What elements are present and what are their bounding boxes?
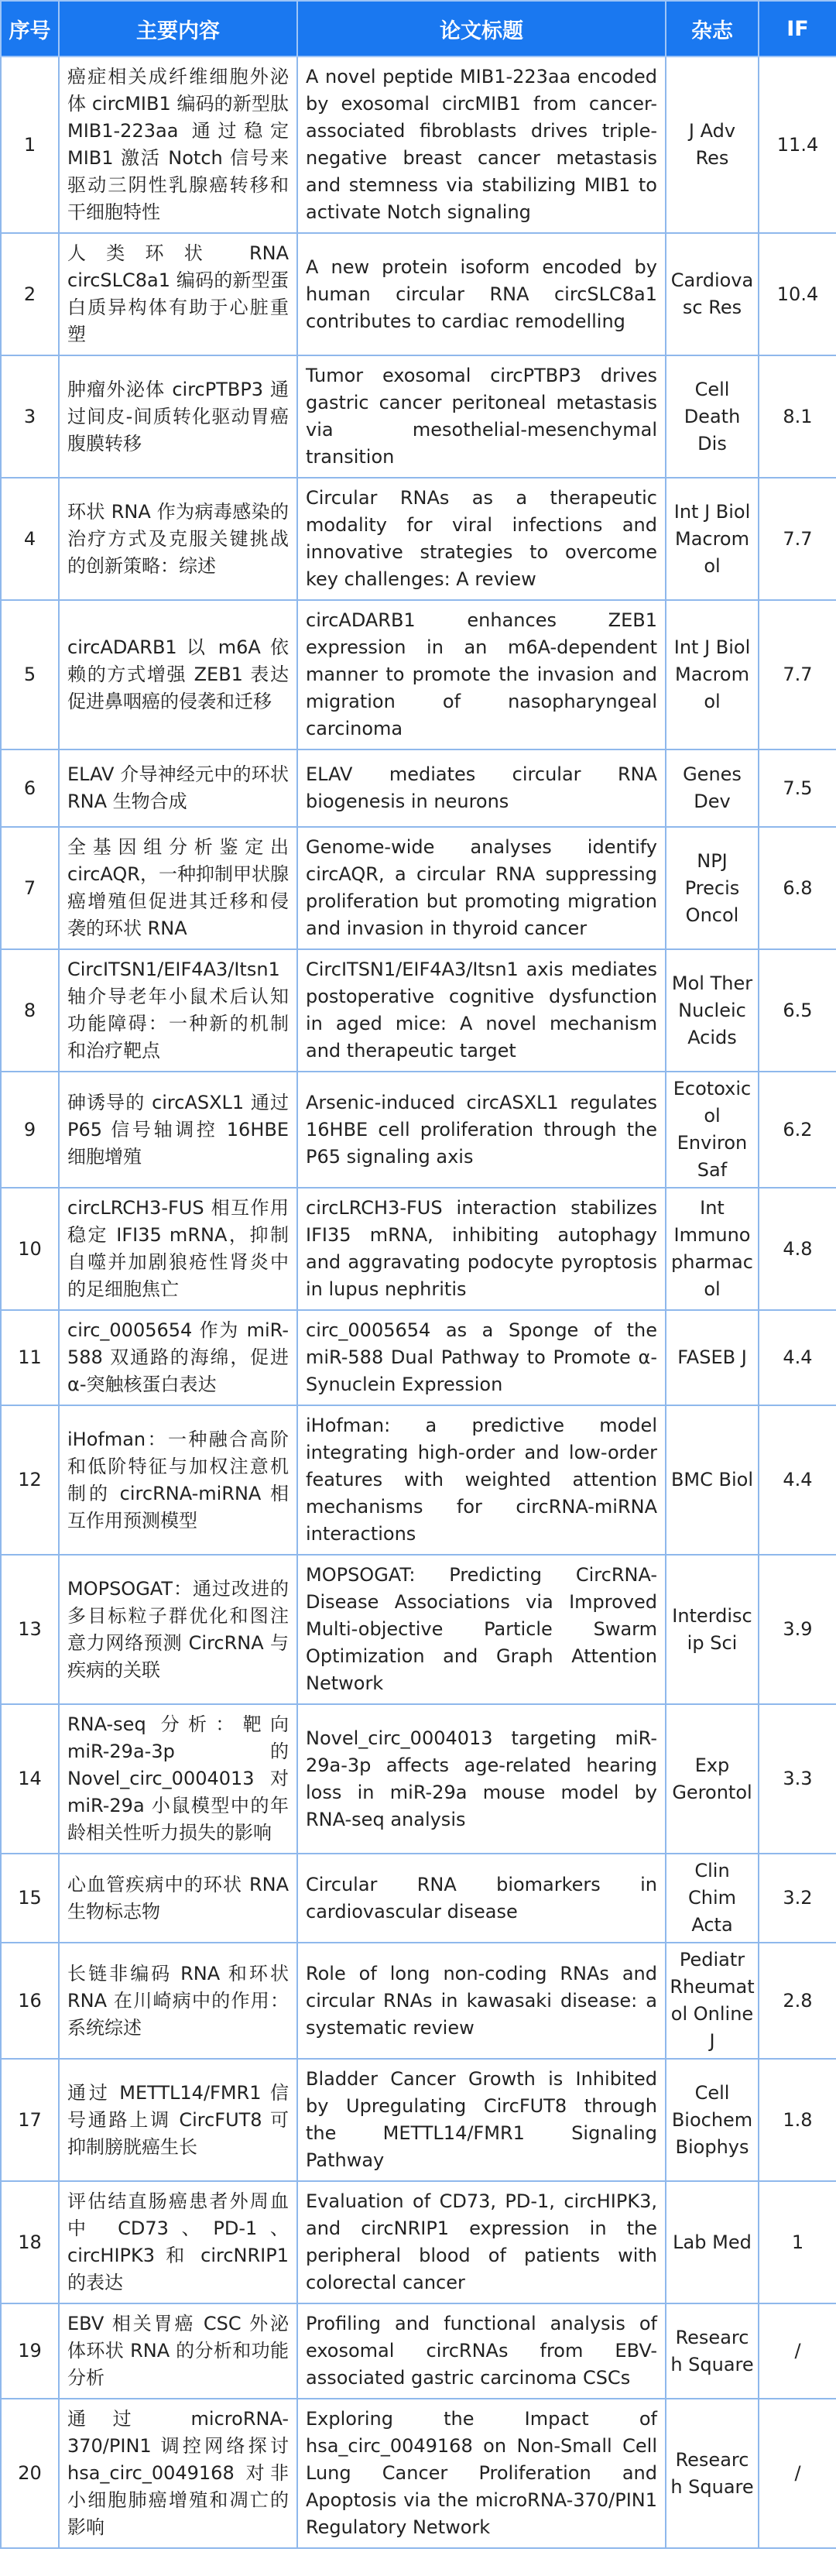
- row-content: 评估结直肠癌患者外周血中 CD73、PD-1、circHIPK3 和 circNRIP1 的表达: [59, 2181, 297, 2303]
- row-journal: NPJ Precis Oncol: [666, 827, 759, 949]
- row-title: Role of long non-coding RNAs and circular RNAs in kawasaki disease: a systematic review: [297, 1943, 666, 2059]
- row-content: 肿瘤外泌体 circPTBP3 通过间皮-间质转化驱动胃癌腹膜转移: [59, 355, 297, 478]
- row-content: 通过 microRNA-370/PIN1 调控网络探讨 hsa_circ_0049168 对非小细胞肺癌增殖和凋亡的影响: [59, 2399, 297, 2548]
- row-index: 7: [1, 827, 59, 949]
- row-title: Circular RNA biomarkers in cardiovascular disease: [297, 1854, 666, 1943]
- row-index: 6: [1, 749, 59, 827]
- row-content: ELAV 介导神经元中的环状 RNA 生物合成: [59, 749, 297, 827]
- row-journal: Genes Dev: [666, 749, 759, 827]
- row-index: 8: [1, 949, 59, 1072]
- table-row: [1, 749, 836, 827]
- row-impact-factor: 6.2: [759, 1072, 836, 1188]
- row-content: 环状 RNA 作为病毒感染的治疗方式及克服关键挑战的创新策略：综述: [59, 478, 297, 600]
- row-impact-factor: 8.1: [759, 355, 836, 478]
- header-journal: 杂志: [666, 1, 759, 57]
- row-title: Novel_circ_0004013 targeting miR-29a-3p affects age-related hearing loss in miR-29a mouse model by RNA-seq analysis: [297, 1704, 666, 1854]
- row-content: MOPSOGAT：通过改进的多目标粒子群优化和图注意力网络预测 CircRNA 与疾病的关联: [59, 1555, 297, 1704]
- row-title: Tumor exosomal circPTBP3 drives gastric cancer peritoneal metastasis via mesothelial-mesenchymal transition: [297, 355, 666, 478]
- row-content: 砷诱导的 circASXL1 通过 P65 信号轴调控 16HBE 细胞增殖: [59, 1072, 297, 1188]
- row-title: Arsenic-induced circASXL1 regulates 16HBE cell proliferation through the P65 signaling axis: [297, 1072, 666, 1188]
- row-journal: BMC Biol: [666, 1405, 759, 1555]
- row-title: iHofman: a predictive model integrating high-order and low-order features with weighted attention mechanisms for circRNA-miRNA interactions: [297, 1405, 666, 1555]
- table-row: [1, 2181, 836, 2303]
- row-title: circ_0005654 as a Sponge of the miR-588 Dual Pathway to Promote α-Synuclein Expression: [297, 1310, 666, 1405]
- table-row: [1, 600, 836, 749]
- row-journal: Cell Biochem Biophys: [666, 2059, 759, 2181]
- row-journal: Research Square: [666, 2399, 759, 2548]
- row-journal: Research Square: [666, 2303, 759, 2399]
- row-journal: Mol Ther Nucleic Acids: [666, 949, 759, 1072]
- row-title: circLRCH3-FUS interaction stabilizes IFI35 mRNA, inhibiting autophagy and aggravating podocyte pyroptosis in lupus nephritis: [297, 1188, 666, 1310]
- row-index: 16: [1, 1943, 59, 2059]
- row-content: iHofman：一种融合高阶和低阶特征与加权注意机制的 circRNA-miRNA 相互作用预测模型: [59, 1405, 297, 1555]
- row-index: 14: [1, 1704, 59, 1854]
- row-impact-factor: 11.4: [759, 57, 836, 233]
- row-index: 11: [1, 1310, 59, 1405]
- row-impact-factor: 6.8: [759, 827, 836, 949]
- row-journal: Clin Chim Acta: [666, 1854, 759, 1943]
- row-index: 4: [1, 478, 59, 600]
- row-title: Circular RNAs as a therapeutic modality for viral infections and innovative strategies to overcome key challenges: A review: [297, 478, 666, 600]
- table-row: [1, 1854, 836, 1943]
- table-row: [1, 1555, 836, 1704]
- header-row: [1, 1, 836, 57]
- table-row: [1, 1310, 836, 1405]
- row-title: A novel peptide MIB1-223aa encoded by exosomal circMIB1 from cancer-associated fibroblasts drives triple-negative breast cancer metastasis and stemness via stabilizing MIB1 to activate Notch signaling: [297, 57, 666, 233]
- row-index: 20: [1, 2399, 59, 2548]
- row-impact-factor: 2.8: [759, 1943, 836, 2059]
- table-row: [1, 2303, 836, 2399]
- row-title: CircITSN1/EIF4A3/Itsn1 axis mediates postoperative cognitive dysfunction in aged mice: A novel mechanism and therapeutic target: [297, 949, 666, 1072]
- row-index: 13: [1, 1555, 59, 1704]
- row-index: 18: [1, 2181, 59, 2303]
- table-row: [1, 2399, 836, 2548]
- row-impact-factor: /: [759, 2399, 836, 2548]
- row-index: 5: [1, 600, 59, 749]
- row-title: Genome-wide analyses identify circAQR, a circular RNA suppressing proliferation but promoting migration and invasion in thyroid cancer: [297, 827, 666, 949]
- row-content: circ_0005654 作为 miR-588 双通路的海绵，促进 α-突触核蛋白表达: [59, 1310, 297, 1405]
- table-row: [1, 1943, 836, 2059]
- row-impact-factor: 4.4: [759, 1405, 836, 1555]
- row-index: 1: [1, 57, 59, 233]
- row-title: Bladder Cancer Growth is Inhibited by Upregulating CircFUT8 through the METTL14/FMR1 Signaling Pathway: [297, 2059, 666, 2181]
- row-title: Exploring the Impact of hsa_circ_0049168 on Non-Small Cell Lung Cancer Proliferation and Apoptosis via the microRNA-370/PIN1 Regulatory Network: [297, 2399, 666, 2548]
- row-journal: Cell Death Dis: [666, 355, 759, 478]
- row-title: circADARB1 enhances ZEB1 expression in an m6A-dependent manner to promote the invasion and migration of nasopharyngeal carcinoma: [297, 600, 666, 749]
- row-title: Profiling and functional analysis of exosomal circRNAs from EBV-associated gastric carcinoma CSCs: [297, 2303, 666, 2399]
- row-impact-factor: 4.4: [759, 1310, 836, 1405]
- row-impact-factor: /: [759, 2303, 836, 2399]
- row-index: 10: [1, 1188, 59, 1310]
- table-row: [1, 1405, 836, 1555]
- row-journal: J Adv Res: [666, 57, 759, 233]
- table-header: [1, 1, 836, 57]
- row-title: ELAV mediates circular RNA biogenesis in neurons: [297, 749, 666, 827]
- row-journal: Cardiovasc Res: [666, 233, 759, 355]
- row-journal: Ecotoxicol Environ Saf: [666, 1072, 759, 1188]
- row-index: 9: [1, 1072, 59, 1188]
- row-journal: Pediatr Rheumatol Online J: [666, 1943, 759, 2059]
- row-content: 全基因组分析鉴定出 circAQR，一种抑制甲状腺癌增殖但促进其迁移和侵袭的环状 RNA: [59, 827, 297, 949]
- row-impact-factor: 3.3: [759, 1704, 836, 1854]
- row-index: 2: [1, 233, 59, 355]
- table-row: [1, 355, 836, 478]
- row-impact-factor: 10.4: [759, 233, 836, 355]
- row-journal: Interdiscip Sci: [666, 1555, 759, 1704]
- row-journal: Int J Biol Macromol: [666, 600, 759, 749]
- row-impact-factor: 7.7: [759, 600, 836, 749]
- row-title: Evaluation of CD73, PD-1, circHIPK3, and circNRIP1 expression in the peripheral blood of patients with colorectal cancer: [297, 2181, 666, 2303]
- row-index: 15: [1, 1854, 59, 1943]
- row-impact-factor: 7.5: [759, 749, 836, 827]
- row-index: 3: [1, 355, 59, 478]
- row-journal: FASEB J: [666, 1310, 759, 1405]
- table-row: [1, 233, 836, 355]
- table-row: [1, 2059, 836, 2181]
- row-index: 12: [1, 1405, 59, 1555]
- row-content: EBV 相关胃癌 CSC 外泌体环状 RNA 的分析和功能分析: [59, 2303, 297, 2399]
- row-content: RNA-seq 分析：靶向 miR-29a-3p 的 Novel_circ_0004013 对 miR-29a 小鼠模型中的年龄相关性听力损失的影响: [59, 1704, 297, 1854]
- row-journal: Lab Med: [666, 2181, 759, 2303]
- row-title: A new protein isoform encoded by human circular RNA circSLC8a1 contributes to cardiac remodelling: [297, 233, 666, 355]
- header-index: 序号: [1, 1, 59, 57]
- row-impact-factor: 6.5: [759, 949, 836, 1072]
- table-row: [1, 827, 836, 949]
- table-row: [1, 1072, 836, 1188]
- table-row: [1, 478, 836, 600]
- row-content: CircITSN1/EIF4A3/Itsn1 轴介导老年小鼠术后认知功能障碍：一种新的机制和治疗靶点: [59, 949, 297, 1072]
- row-journal: Int Immunopharmacol: [666, 1188, 759, 1310]
- row-journal: Int J Biol Macromol: [666, 478, 759, 600]
- row-content: 癌症相关成纤维细胞外泌体 circMIB1 编码的新型肽 MIB1-223aa 通过稳定 MIB1 激活 Notch 信号来驱动三阴性乳腺癌转移和干细胞特性: [59, 57, 297, 233]
- row-index: 19: [1, 2303, 59, 2399]
- row-impact-factor: 1.8: [759, 2059, 836, 2181]
- table-row: [1, 57, 836, 233]
- table-row: [1, 1188, 836, 1310]
- table-row: [1, 949, 836, 1072]
- row-content: 人类环状 RNA circSLC8a1 编码的新型蛋白质异构体有助于心脏重塑: [59, 233, 297, 355]
- table-row: [1, 1704, 836, 1854]
- row-content: circADARB1 以 m6A 依赖的方式增强 ZEB1 表达促进鼻咽癌的侵袭和迁移: [59, 600, 297, 749]
- row-impact-factor: 3.9: [759, 1555, 836, 1704]
- row-content: 心血管疾病中的环状 RNA 生物标志物: [59, 1854, 297, 1943]
- header-if: IF: [759, 1, 836, 57]
- header-content: 主要内容: [59, 1, 297, 57]
- row-content: circLRCH3-FUS 相互作用稳定 IFI35 mRNA，抑制自噬并加剧狼疮性肾炎中的足细胞焦亡: [59, 1188, 297, 1310]
- row-content: 通过 METTL14/FMR1 信号通路上调 CircFUT8 可抑制膀胱癌生长: [59, 2059, 297, 2181]
- header-title: 论文标题: [297, 1, 666, 57]
- table-body: [1, 57, 836, 2548]
- row-impact-factor: 4.8: [759, 1188, 836, 1310]
- row-content: 长链非编码 RNA 和环状 RNA 在川崎病中的作用：系统综述: [59, 1943, 297, 2059]
- row-impact-factor: 3.2: [759, 1854, 836, 1943]
- row-journal: Exp Gerontol: [666, 1704, 759, 1854]
- row-impact-factor: 1: [759, 2181, 836, 2303]
- row-impact-factor: 7.7: [759, 478, 836, 600]
- row-title: MOPSOGAT: Predicting CircRNA-Disease Associations via Improved Multi-objective Particle Swarm Optimization and Graph Attention Network: [297, 1555, 666, 1704]
- row-index: 17: [1, 2059, 59, 2181]
